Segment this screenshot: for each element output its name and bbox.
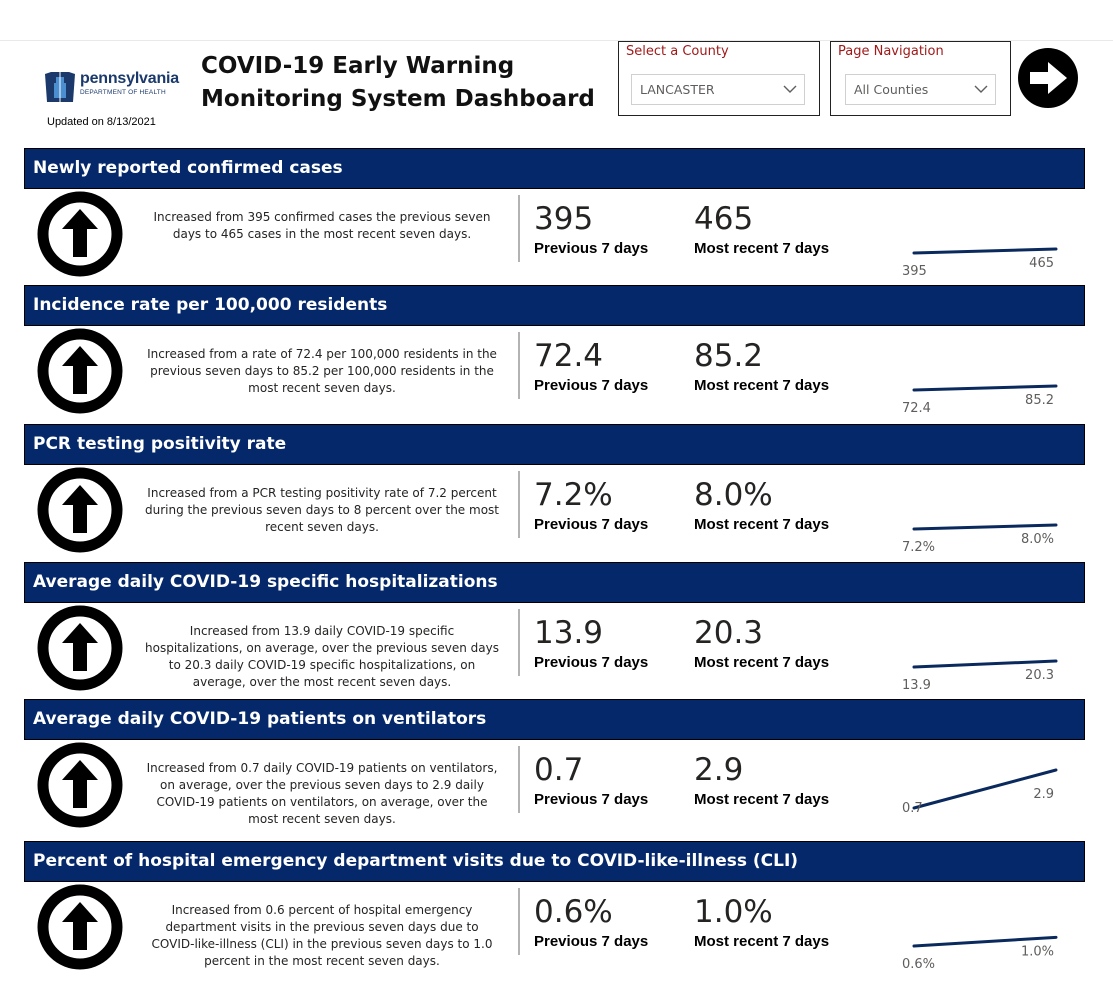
sparkline-end-label: 2.9 xyxy=(1033,787,1054,802)
page-navigation-dropdown[interactable] xyxy=(845,74,996,105)
previous-kpi-card xyxy=(534,752,648,808)
up-arrow-icon xyxy=(37,605,123,691)
up-arrow-icon xyxy=(37,884,123,970)
sparkline-start-label: 0.6% xyxy=(902,957,936,972)
recent-kpi-card xyxy=(694,338,829,394)
metric-section-title: Percent of hospital emergency department visits due to COVID-like-illness (CLI) xyxy=(24,841,1085,882)
vertical-divider xyxy=(518,332,520,399)
trend-sparkline xyxy=(884,740,1064,830)
previous-value: 0.6% xyxy=(534,894,613,930)
metric-description: Increased from 0.7 daily COVID-19 patients on ventilators, on average, over the previous seven days to 2.9 daily COVID-19 patients on ventilators, on average, over the most recent seven days. xyxy=(146,761,498,826)
previous-label: Previous 7 days xyxy=(534,516,649,533)
metric-section-body xyxy=(24,603,1085,698)
metric-description: Increased from 395 confirmed cases the previous seven days to 465 cases in the most recent seven days. xyxy=(153,210,491,241)
metric-description: Increased from a PCR testing positivity rate of 7.2 percent during the previous seven days to 8 percent over the most recent seven days. xyxy=(145,486,499,534)
metric-section-body xyxy=(24,326,1085,421)
sparkline-end-label: 8.0% xyxy=(1020,532,1054,547)
county-dropdown[interactable] xyxy=(631,74,805,105)
logo-subtitle: DEPARTMENT OF HEALTH xyxy=(80,89,166,96)
page-title xyxy=(201,50,601,116)
previous-label: Previous 7 days xyxy=(534,791,649,808)
sparkline-line xyxy=(914,249,1056,253)
recent-label: Most recent 7 days xyxy=(694,933,830,950)
recent-value: 1.0% xyxy=(694,894,773,930)
sparkline-line xyxy=(914,525,1056,529)
chevron-down-icon xyxy=(973,83,989,95)
metric-description: Increased from 13.9 daily COVID-19 specific hospitalizations, on average, over the previous seven days to 20.3 daily COVID-19 specific hospitalizations, on average, over the most recent seven days. xyxy=(145,624,499,689)
pa-health-logo xyxy=(42,68,182,104)
recent-kpi-card xyxy=(694,477,829,533)
trend-sparkline xyxy=(884,326,1064,416)
sparkline-end-label: 85.2 xyxy=(1025,393,1054,408)
recent-value: 20.3 xyxy=(694,615,764,651)
recent-value: 8.0% xyxy=(694,477,773,513)
sparkline-end-label: 1.0% xyxy=(1020,944,1054,960)
page-navigation-label: Page Navigation xyxy=(838,44,944,59)
recent-label: Most recent 7 days xyxy=(694,654,830,671)
sparkline-start-label: 13.9 xyxy=(902,678,931,693)
previous-label: Previous 7 days xyxy=(534,933,649,950)
recent-label: Most recent 7 days xyxy=(694,240,830,257)
sparkline-start-label: 0.7 xyxy=(902,801,923,816)
recent-value: 85.2 xyxy=(694,338,764,374)
metric-section-body xyxy=(24,882,1085,977)
metric-section-body xyxy=(24,465,1085,560)
metric-section-body xyxy=(24,740,1085,835)
previous-value: 395 xyxy=(534,201,594,237)
previous-value: 7.2% xyxy=(534,477,613,513)
sparkline-line xyxy=(914,661,1056,667)
metric-description: Increased from a rate of 72.4 per 100,000 residents in the previous seven days to 85.2 per 100,000 residents in the most recent seven days. xyxy=(147,347,497,395)
previous-label: Previous 7 days xyxy=(534,240,649,257)
county-slicer xyxy=(618,41,820,116)
page-title-line2: Monitoring System Dashboard xyxy=(201,86,595,112)
previous-value: 0.7 xyxy=(534,752,584,788)
metric-section-title: Average daily COVID-19 patients on ventilators xyxy=(24,699,1085,740)
sparkline-start-label: 72.4 xyxy=(902,401,931,416)
recent-label: Most recent 7 days xyxy=(694,377,830,394)
page-navigation-slicer xyxy=(830,41,1011,116)
chevron-down-icon xyxy=(782,83,798,95)
previous-value: 72.4 xyxy=(534,338,604,374)
previous-kpi-card xyxy=(534,615,648,671)
up-arrow-icon xyxy=(37,328,123,414)
metric-section xyxy=(24,148,1085,284)
metric-section xyxy=(24,285,1085,421)
recent-value: 465 xyxy=(694,201,754,237)
recent-kpi-card xyxy=(694,894,829,950)
up-arrow-icon xyxy=(37,191,123,277)
keystone-icon xyxy=(42,68,78,104)
metric-description: Increased from 0.6 percent of hospital emergency department visits in the previous seven days due to COVID-like-illness (CLI) in the previous seven days to 1.0 percent in the most recent seven days. xyxy=(151,903,493,968)
county-slicer-label: Select a County xyxy=(626,44,729,59)
county-dropdown-value: LANCASTER xyxy=(640,82,715,97)
recent-value: 2.9 xyxy=(694,752,744,788)
sparkline-line xyxy=(914,386,1056,390)
metric-section-title: Newly reported confirmed cases xyxy=(24,148,1085,189)
sparkline-start-label: 7.2% xyxy=(902,540,936,555)
vertical-divider xyxy=(518,888,520,955)
navigate-arrow-button[interactable] xyxy=(1017,47,1079,109)
previous-label: Previous 7 days xyxy=(534,654,649,671)
metric-section xyxy=(24,424,1085,560)
previous-value: 13.9 xyxy=(534,615,604,651)
vertical-divider xyxy=(518,471,520,538)
page-title-line1: COVID-19 Early Warning xyxy=(201,53,515,79)
page-navigation-value: All Counties xyxy=(854,82,929,97)
metric-section xyxy=(24,841,1085,977)
updated-date: Updated on 8/13/2021 xyxy=(47,116,156,128)
logo-wordmark: pennsylvania xyxy=(80,70,179,87)
previous-label: Previous 7 days xyxy=(534,377,649,394)
recent-label: Most recent 7 days xyxy=(694,791,830,808)
previous-kpi-card xyxy=(534,477,648,533)
trend-sparkline xyxy=(884,882,1064,972)
trend-sparkline xyxy=(884,189,1064,279)
recent-kpi-card xyxy=(694,615,829,671)
trend-sparkline xyxy=(884,603,1064,693)
sparkline-start-label: 395 xyxy=(902,264,927,279)
previous-kpi-card xyxy=(534,201,648,257)
up-arrow-icon xyxy=(37,467,123,553)
metric-section xyxy=(24,562,1085,698)
vertical-divider xyxy=(518,609,520,676)
previous-kpi-card xyxy=(534,338,648,394)
metric-section-body xyxy=(24,189,1085,284)
previous-kpi-card xyxy=(534,894,648,950)
vertical-divider xyxy=(518,195,520,262)
recent-label: Most recent 7 days xyxy=(694,516,830,533)
metric-section xyxy=(24,699,1085,835)
vertical-divider xyxy=(518,746,520,813)
metric-section-title: Average daily COVID-19 specific hospitalizations xyxy=(24,562,1085,603)
sparkline-end-label: 465 xyxy=(1029,256,1054,271)
metric-section-title: PCR testing positivity rate xyxy=(24,424,1085,465)
recent-kpi-card xyxy=(694,201,829,257)
up-arrow-icon xyxy=(37,742,123,828)
metric-section-title: Incidence rate per 100,000 residents xyxy=(24,285,1085,326)
recent-kpi-card xyxy=(694,752,829,808)
sparkline-end-label: 20.3 xyxy=(1025,668,1054,684)
trend-sparkline xyxy=(884,465,1064,555)
